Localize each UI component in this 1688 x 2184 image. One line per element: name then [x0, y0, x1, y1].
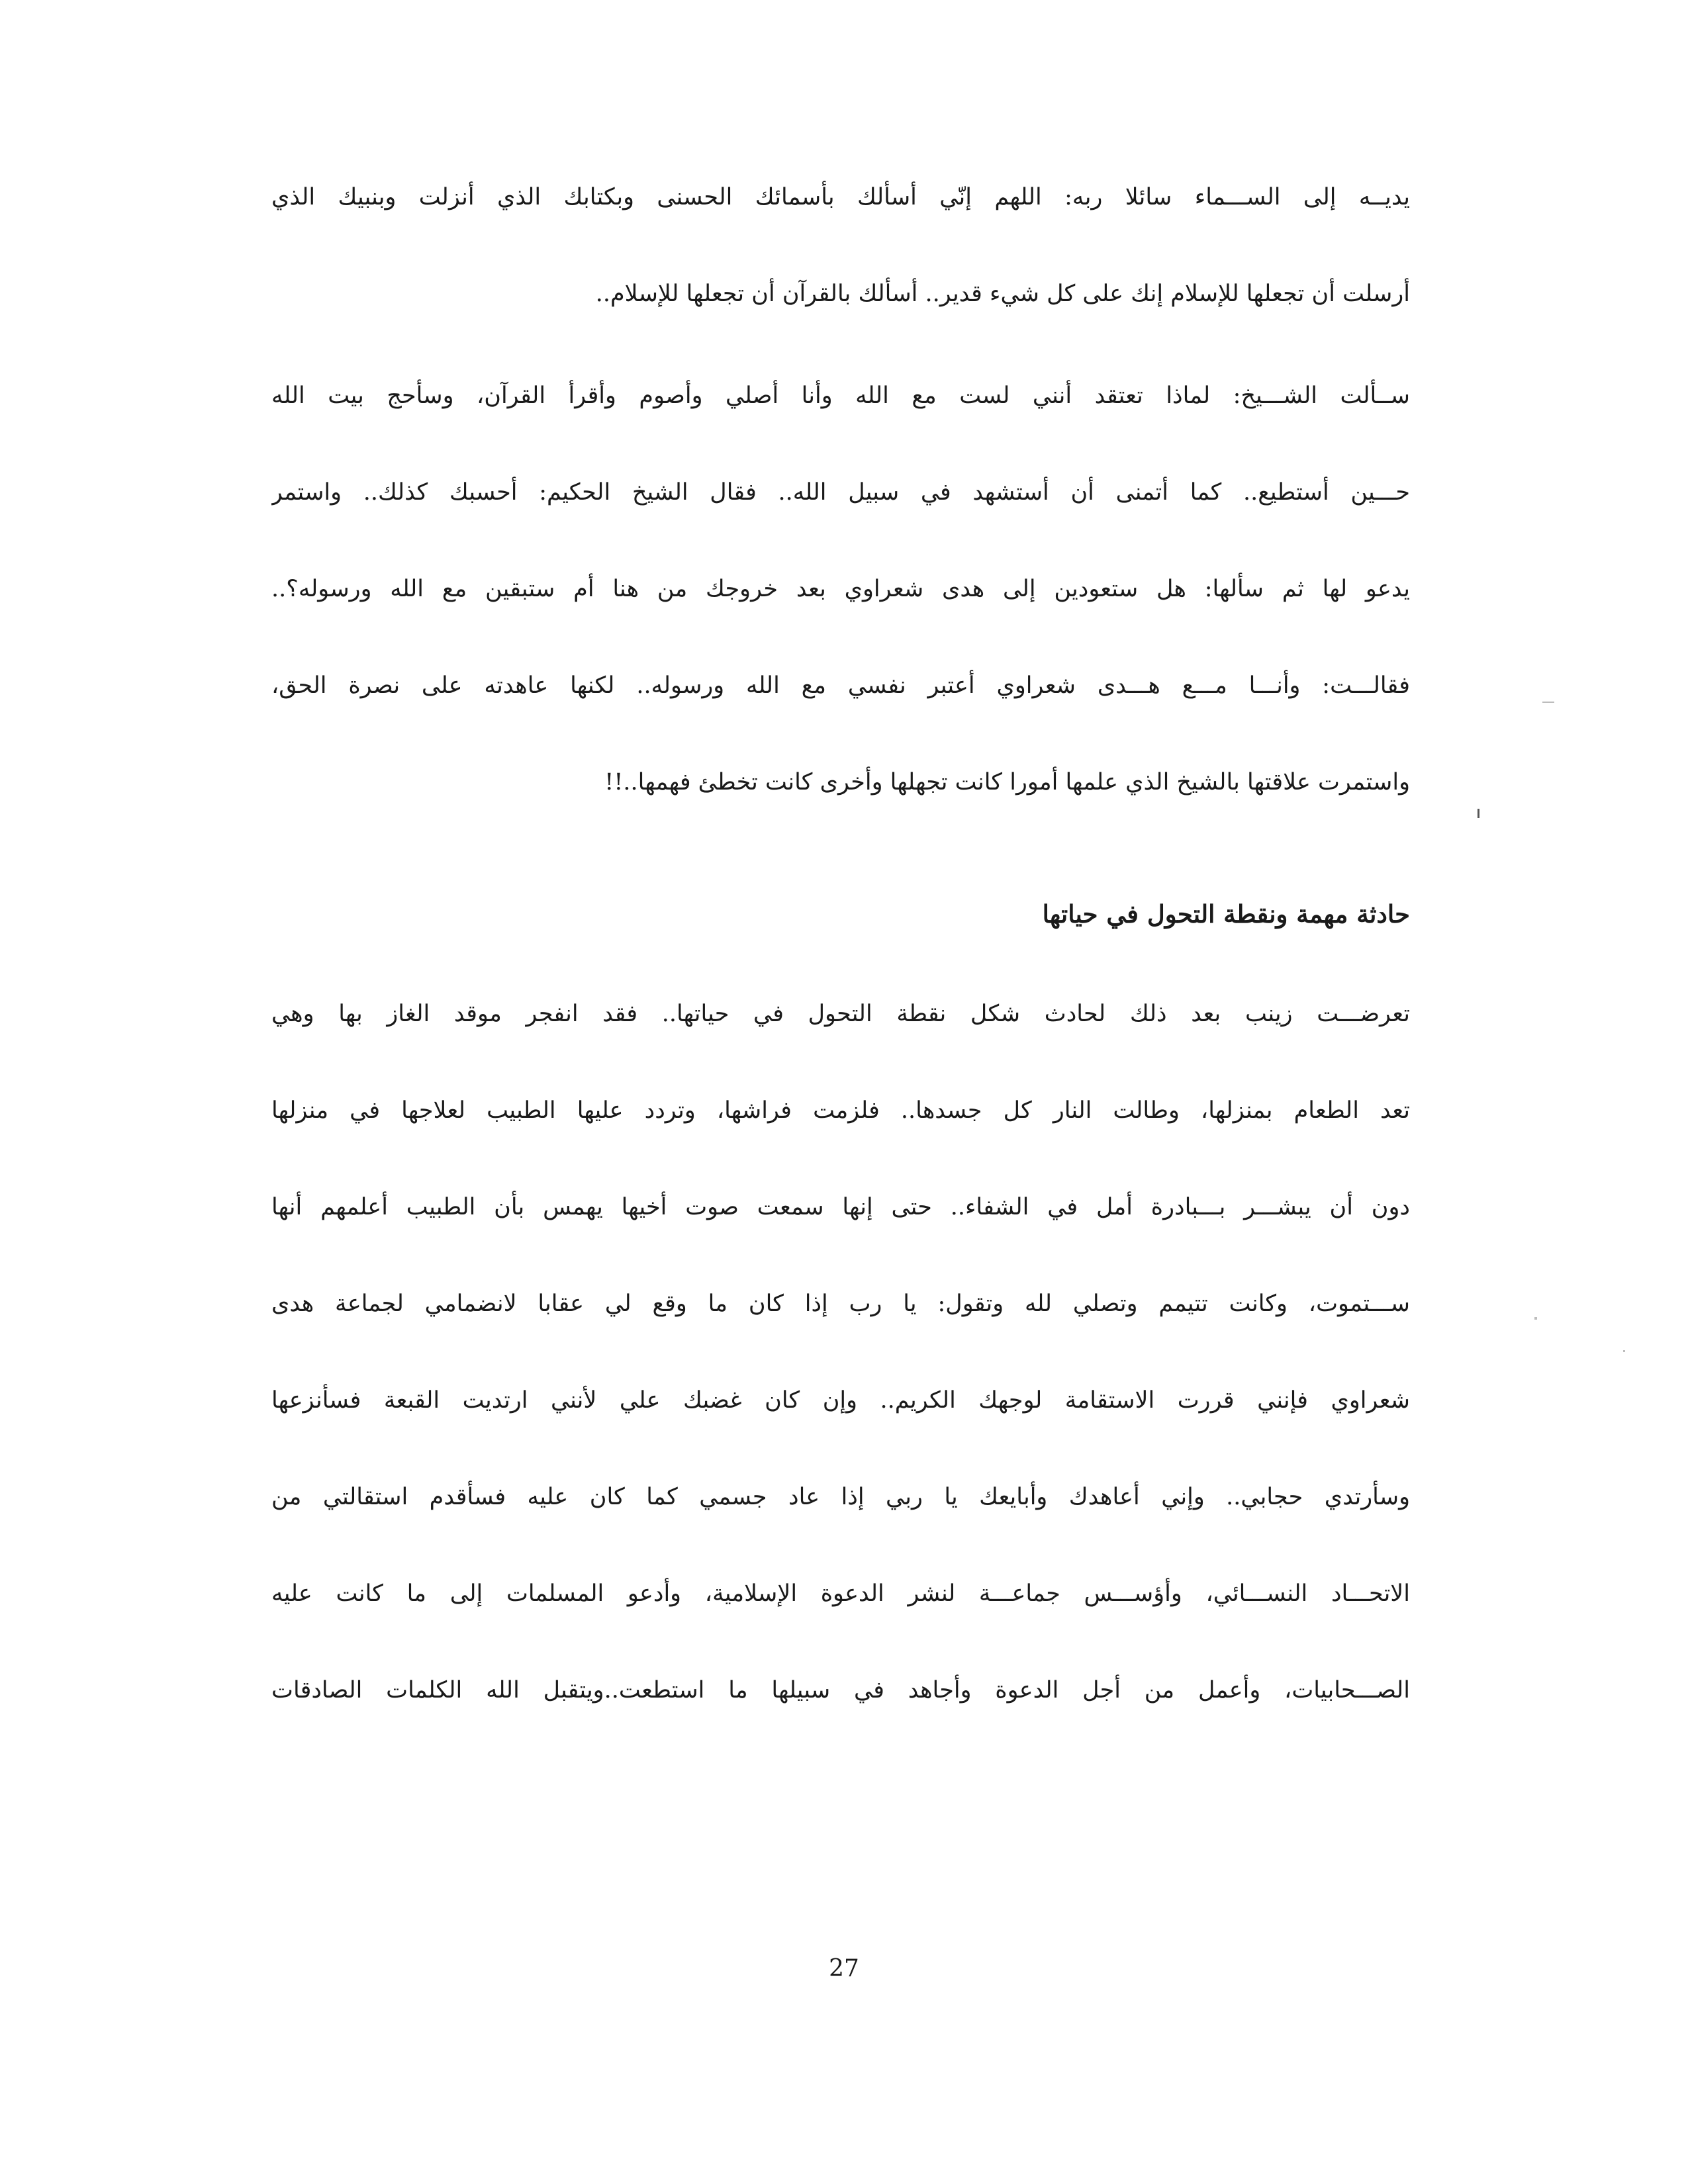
page-number: 27	[829, 1955, 859, 1982]
scan-artifact	[1534, 1317, 1537, 1320]
text-line: يديــه إلى الســـماء سائلا ربه: اللهم إنّي أسألك بأسمائك الحسنى وبكتابك الذي أنزلت وبنبيك الذي	[271, 184, 1410, 210]
text-line: أرسلت أن تجعلها للإسلام إنك على كل شيء قدير.. أسألك بالقرآن أن تجعلها للإسلام..	[595, 281, 1410, 307]
text-line: تعد الطعام بمنزلها، وطالت النار كل جسدها.. فلزمت فراشها، وتردد عليها الطبيب لعلاجها في منزلها	[271, 1097, 1410, 1124]
section-heading: حادثة مهمة ونقطة التحول في حياتها	[1042, 899, 1410, 929]
text-line: الصـــحابيات، وأعمل من أجل الدعوة وأجاهد في سبيلها ما استطعت..ويتقبل الله الكلمات الصادقات	[271, 1677, 1410, 1704]
scan-artifact	[1477, 809, 1479, 818]
text-line: واستمرت علاقتها بالشيخ الذي علمها أمورا كانت تجهلها وأخرى كانت تخطئ فهمها..!!	[604, 769, 1410, 796]
text-line: شعراوي فإنني قررت الاستقامة لوجهك الكريم.. وإن كان غضبك علي لأنني ارتديت القبعة فسأنزعها	[271, 1387, 1410, 1414]
scan-artifact	[1542, 702, 1554, 703]
text-line: وسأرتدي حجابي.. وإني أعاهدك وأبايعك يا ربي إذا عاد جسمي كما كان عليه فسأقدم استقالتي من	[271, 1484, 1410, 1510]
text-line: ســـتموت، وكانت تتيمم وتصلي لله وتقول: يا رب إذا كان ما وقع لي عقابا لانضمامي لجماعة هدى	[271, 1291, 1410, 1317]
text-line: فقالـــت: وأنـــا مـــع هـــدى شعراوي أعتبر نفسي مع الله ورسوله.. لكنها عاهدته على نصرة الحق،	[271, 672, 1410, 699]
text-line: يدعو لها ثم سألها: هل ستعودين إلى هدى شعراوي بعد خروجك من هنا أم ستبقين مع الله ورسوله؟..	[271, 576, 1410, 602]
text-line: دون أن يبشـــر بـــبادرة أمل في الشفاء.. حتى إنها سمعت صوت أخيها يهمس بأن الطبيب أعلمهم أنها	[271, 1194, 1410, 1220]
text-line: تعرضـــت زينب بعد ذلك لحادث شكل نقطة التحول في حياتها.. فقد انفجر موقد الغاز بها وهي	[271, 1001, 1410, 1027]
text-line: حـــين أستطيع.. كما أتمنى أن أستشهد في سبيل الله.. فقال الشيخ الحكيم: أحسبك كذلك.. واستمر	[271, 479, 1410, 506]
text-line: ســألت الشـــيخ: لماذا تعتقد أنني لست مع الله وأنا أصلي وأصوم وأقرأ القرآن، وسأحج بيت الله	[271, 383, 1410, 409]
scan-artifact	[1623, 1350, 1625, 1352]
text-line: الاتحـــاد النســـائي، وأؤســـس جماعـــة لنشر الدعوة الإسلامية، وأدعو المسلمات إلى ما كانت عليه	[271, 1580, 1410, 1607]
